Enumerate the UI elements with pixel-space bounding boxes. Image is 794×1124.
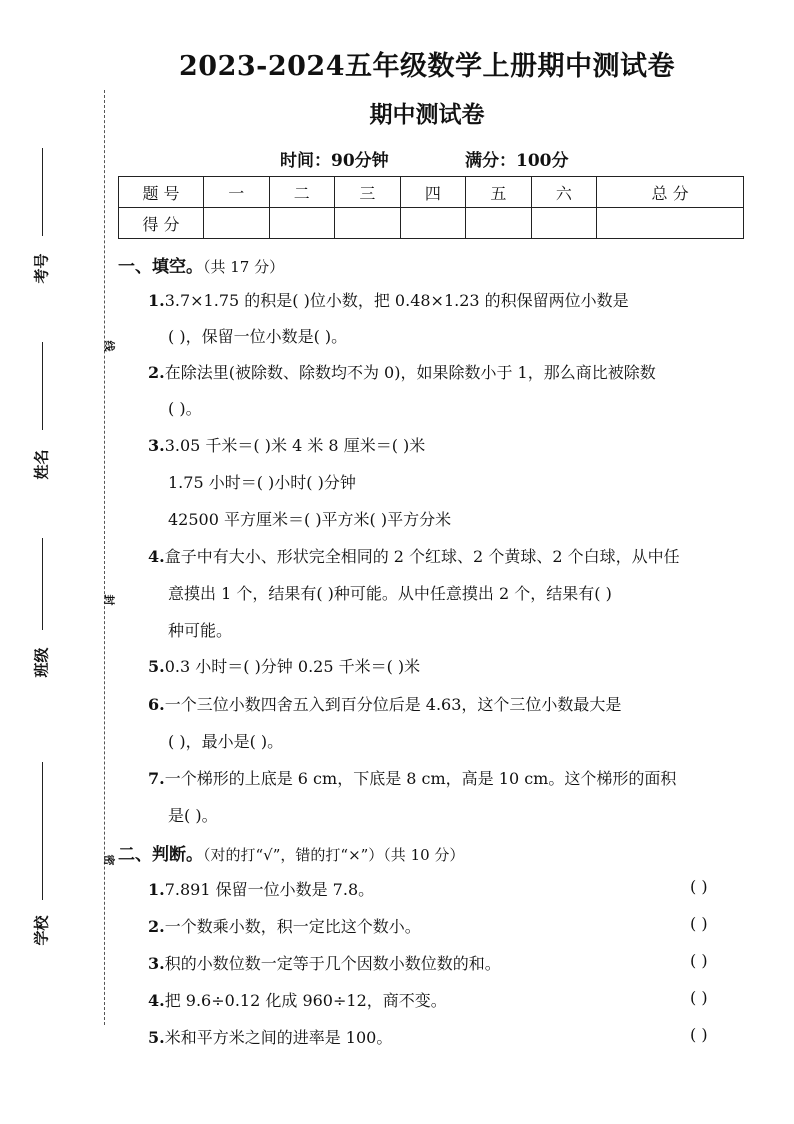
section1-heading (118, 252, 284, 277)
judge-item: 5.米和平方米之间的进率是 100。 (148, 1028, 393, 1047)
exam-number-field[interactable] (42, 148, 43, 236)
score-table-header-row (119, 177, 744, 208)
class-label: 班级 (32, 647, 51, 678)
answer-bracket[interactable]: ( ) (690, 988, 708, 1007)
question-line: ( )。 (168, 399, 202, 418)
score-table (118, 176, 744, 239)
school-field[interactable] (42, 762, 43, 900)
class-field[interactable] (42, 538, 43, 630)
score-input-cell[interactable] (204, 208, 270, 239)
judge-item: 2.一个数乘小数，积一定比这个数小。 (148, 917, 421, 936)
judge-item: 3.积的小数位数一定等于几个因数小数位数的和。 (148, 954, 501, 973)
score-table-cell: 二 (269, 177, 335, 208)
score-input-cell[interactable] (466, 208, 532, 239)
score-table-cell: 六 (531, 177, 597, 208)
full-score: 满分：100分 (465, 151, 569, 171)
school-label: 学校 (32, 915, 51, 946)
section2-heading (118, 840, 464, 865)
score-table-cell: 总 分 (597, 177, 744, 208)
question-line: 4.盒子中有大小、形状完全相同的 2 个红球、2 个黄球、2 个白球，从中任 (148, 547, 680, 566)
score-input-cell[interactable] (597, 208, 744, 239)
exam-time: 时间：90分钟 (280, 151, 389, 171)
question-line: 6.一个三位小数四舍五入到百分位后是 4.63，这个三位小数最大是 (148, 695, 622, 714)
name-field[interactable] (42, 342, 43, 430)
question-line: 5.0.3 小时＝( )分钟 0.25 千米＝( )米 (148, 657, 421, 676)
score-table-score-row (119, 208, 744, 239)
score-table-cell: 四 (400, 177, 466, 208)
question-line: 1.3.7×1.75 的积是( )位小数，把 0.48×1.23 的积保留两位小数是 (148, 291, 629, 310)
answer-bracket[interactable]: ( ) (690, 951, 708, 970)
binding-mark: 密 (102, 854, 116, 866)
question-line: ( )，保留一位小数是( )。 (168, 327, 348, 346)
score-table-cell: 得 分 (119, 208, 204, 239)
score-table-cell: 一 (204, 177, 270, 208)
score-input-cell[interactable] (335, 208, 401, 239)
binding-mark: 封 (102, 594, 116, 606)
question-line: 7.一个梯形的上底是 6 cm，下底是 8 cm，高是 10 cm。这个梯形的面积 (148, 769, 677, 788)
judge-item: 4.把 9.6÷0.12 化成 960÷12，商不变。 (148, 991, 447, 1010)
page-subtitle: 期中测试卷 (369, 101, 485, 128)
question-line: 1.75 小时＝( )小时( )分钟 (168, 473, 356, 492)
question-line: ( )，最小是( )。 (168, 732, 284, 751)
score-table-cell: 三 (335, 177, 401, 208)
section2-title: 二、判断。 (118, 845, 203, 865)
question-line: 意摸出 1 个，结果有( )种可能。从中任意摸出 2 个，结果有( ) (168, 584, 612, 603)
name-label: 姓名 (32, 449, 51, 480)
exam-number-label: 考号 (32, 253, 51, 284)
section2-points: （对的打“√”，错的打“×”）（共 10 分） (203, 846, 465, 864)
question-line: 种可能。 (168, 621, 233, 640)
question-line: 是( )。 (168, 806, 218, 825)
score-table-cell: 题 号 (119, 177, 204, 208)
binding-dashed-line (104, 90, 105, 1025)
section1-title: 一、填空。 (118, 257, 203, 277)
score-input-cell[interactable] (400, 208, 466, 239)
judge-item: 1.7.891 保留一位小数是 7.8。 (148, 880, 375, 899)
page-title: 2023-2024五年级数学上册期中测试卷 (179, 51, 675, 82)
score-table-cell: 五 (466, 177, 532, 208)
score-input-cell[interactable] (531, 208, 597, 239)
score-input-cell[interactable] (269, 208, 335, 239)
question-line: 3.3.05 千米＝( )米 4 米 8 厘米＝( )米 (148, 436, 426, 455)
section1-points: （共 17 分） (203, 258, 285, 276)
answer-bracket[interactable]: ( ) (690, 914, 708, 933)
question-line: 42500 平方厘米＝( )平方米( )平方分米 (168, 510, 452, 529)
binding-mark: 线 (102, 340, 116, 352)
question-line: 2.在除法里(被除数、除数均不为 0)，如果除数小于 1，那么商比被除数 (148, 363, 656, 382)
answer-bracket[interactable]: ( ) (690, 877, 708, 896)
answer-bracket[interactable]: ( ) (690, 1025, 708, 1044)
